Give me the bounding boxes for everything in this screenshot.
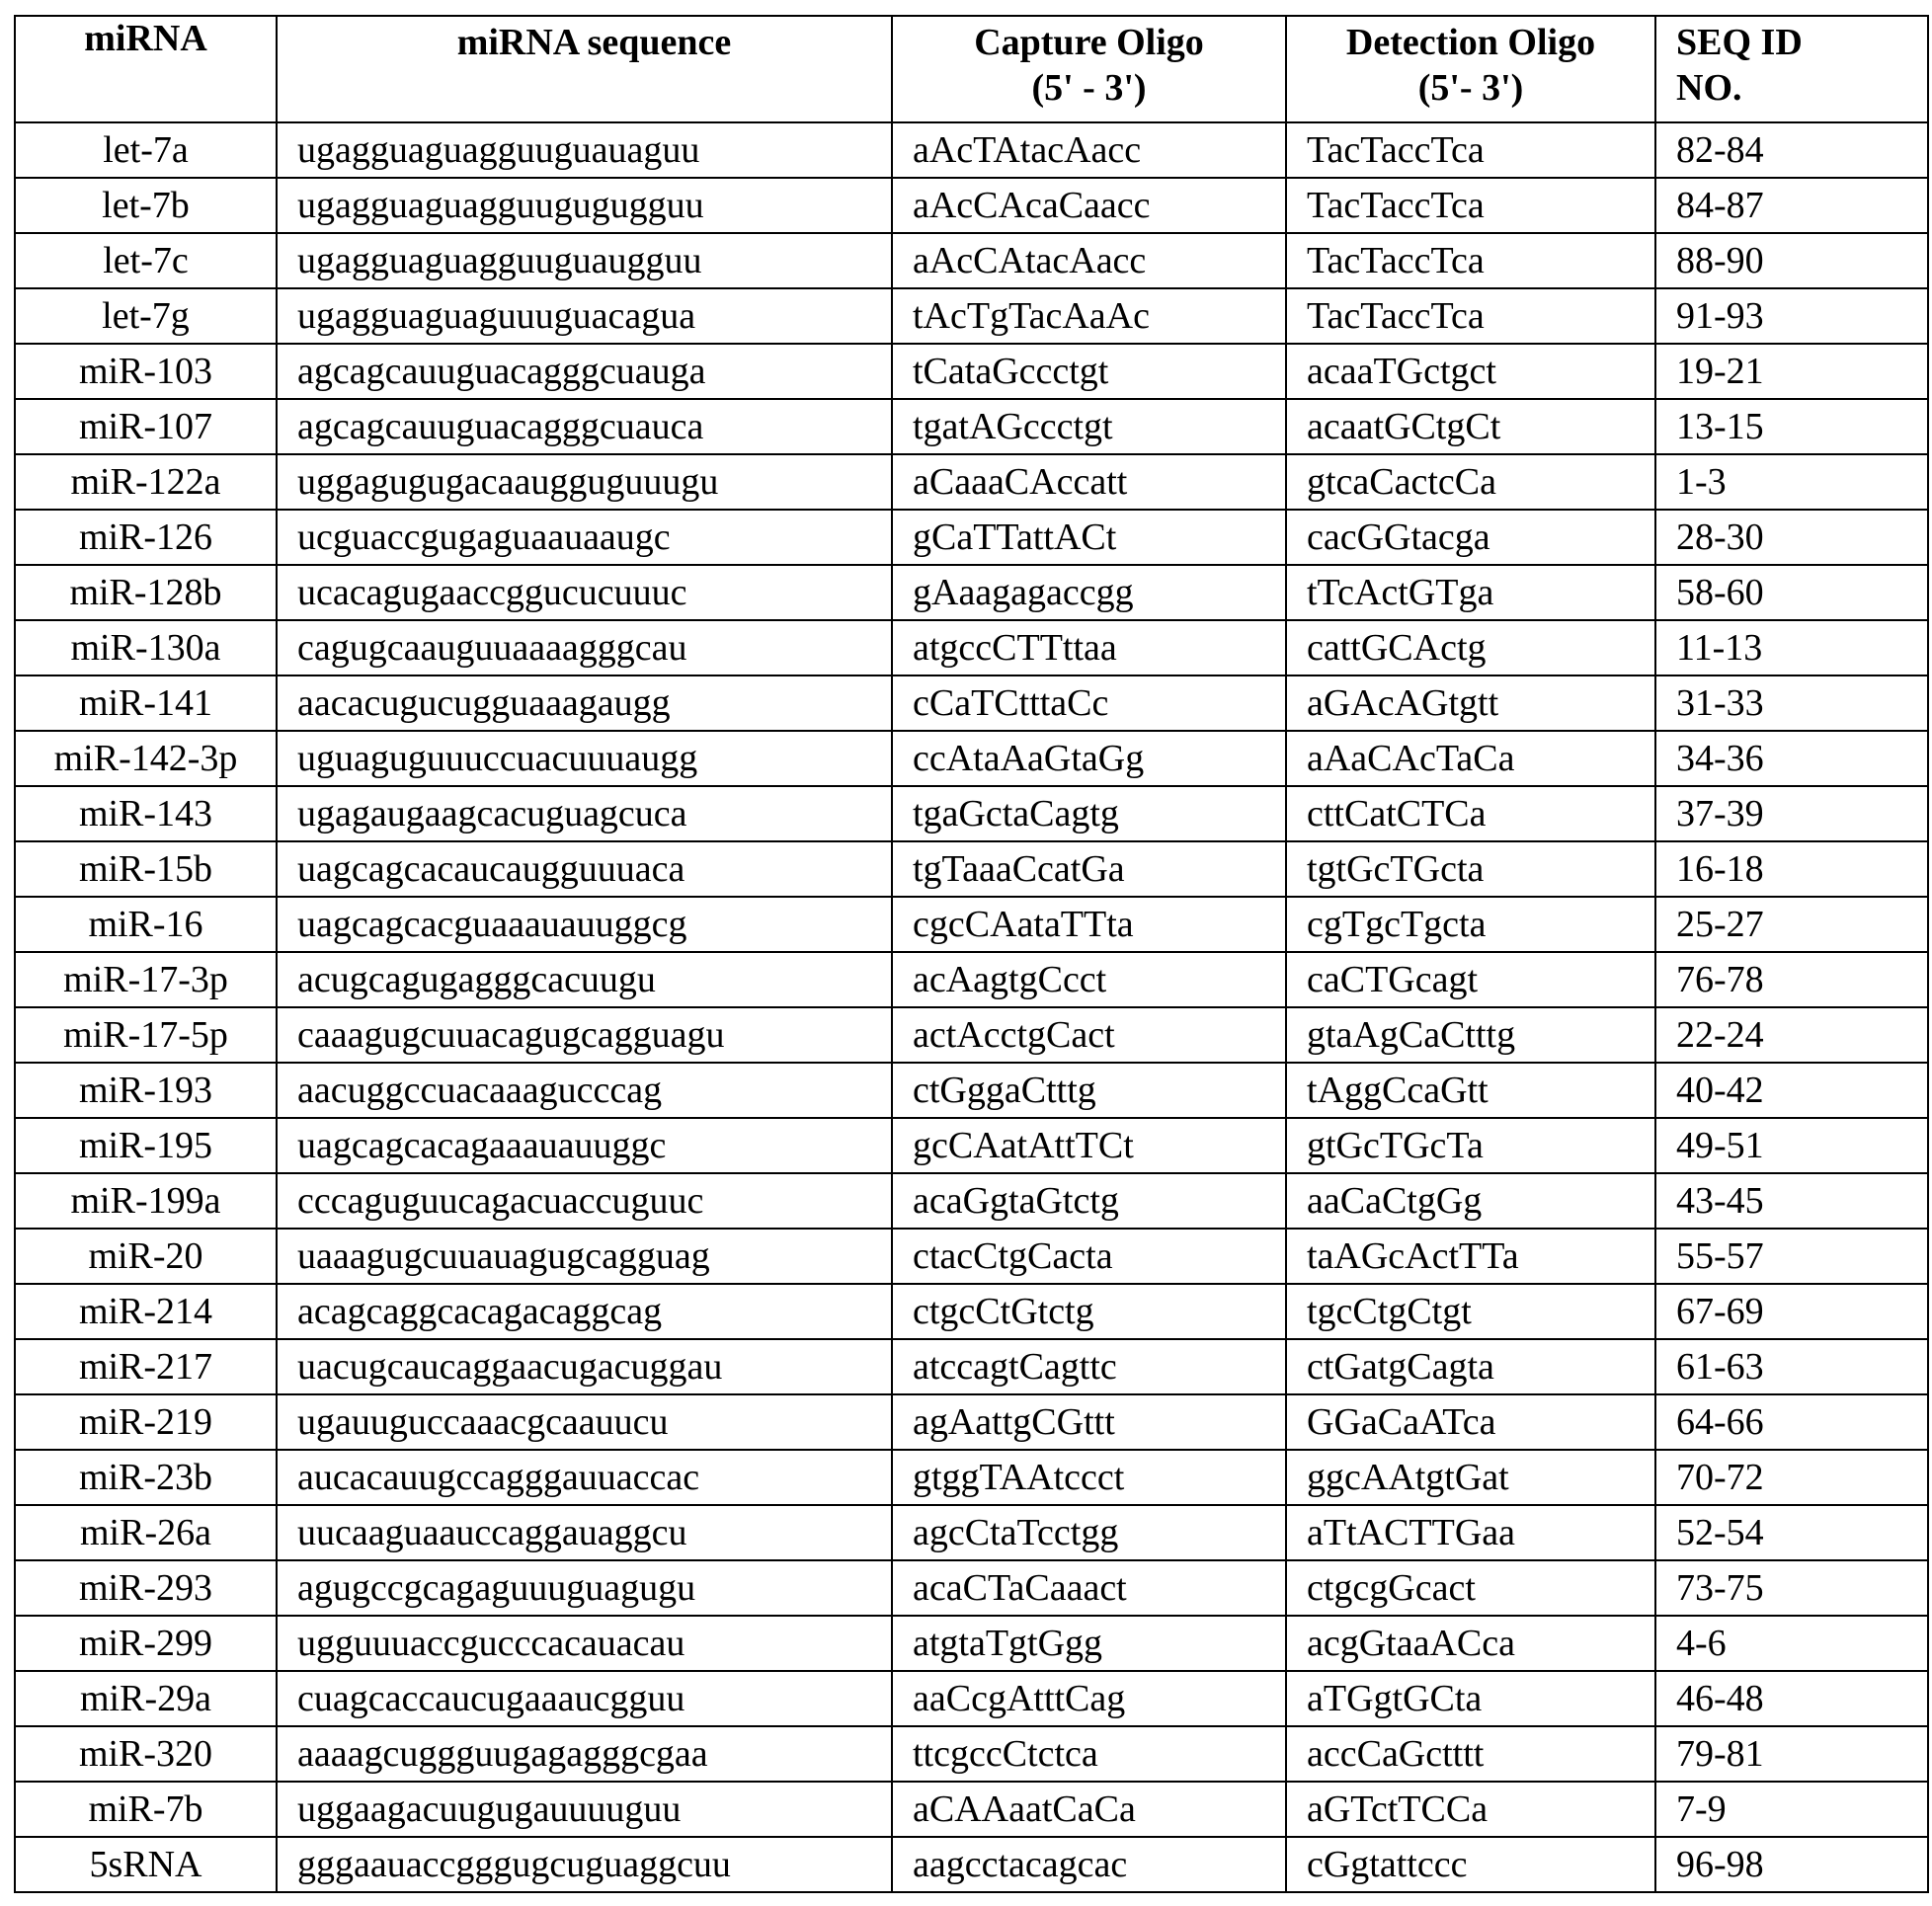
table-row [15, 1394, 1928, 1450]
cell-mirna: miR-299 [15, 1616, 277, 1671]
cell-seq-id-no: 13-15 [1655, 399, 1928, 454]
cell-mirna-sequence: ucacagugaaccggucucuuuc [277, 565, 892, 620]
cell-mirna-sequence: aacuggccuacaaagucccag [277, 1063, 892, 1118]
cell-detection-oligo: aGAcAGtgtt [1286, 675, 1655, 731]
cell-capture-oligo: gcCAatAttTCt [892, 1118, 1286, 1173]
cell-mirna-sequence: caaagugcuuacagugcagguagu [277, 1007, 892, 1063]
cell-mirna-sequence: agcagcauuguacagggcuauca [277, 399, 892, 454]
cell-capture-oligo: atccagtCagttc [892, 1339, 1286, 1394]
cell-mirna-sequence: uagcagcacaucaugguuuaca [277, 841, 892, 897]
cell-mirna: miR-23b [15, 1450, 277, 1505]
cell-mirna: miR-16 [15, 897, 277, 952]
table-row [15, 1616, 1928, 1671]
cell-seq-id-no: 4-6 [1655, 1616, 1928, 1671]
cell-seq-id-no: 64-66 [1655, 1394, 1928, 1450]
cell-mirna: miR-130a [15, 620, 277, 675]
cell-mirna: miR-17-3p [15, 952, 277, 1007]
cell-capture-oligo: aAcCAtacAacc [892, 233, 1286, 288]
cell-seq-id-no: 52-54 [1655, 1505, 1928, 1560]
cell-mirna-sequence: cuagcaccaucugaaaucgguu [277, 1671, 892, 1726]
cell-mirna: miR-126 [15, 510, 277, 565]
cell-capture-oligo: aagcctacagcac [892, 1837, 1286, 1892]
header-label-line2: (5'- 3') [1287, 66, 1654, 112]
cell-seq-id-no: 76-78 [1655, 952, 1928, 1007]
table-row [15, 122, 1928, 178]
cell-capture-oligo: gtggTAAtccct [892, 1450, 1286, 1505]
cell-detection-oligo: aAaCAcTaCa [1286, 731, 1655, 786]
cell-seq-id-no: 16-18 [1655, 841, 1928, 897]
table-row [15, 1837, 1928, 1892]
table-row [15, 1505, 1928, 1560]
cell-seq-id-no: 25-27 [1655, 897, 1928, 952]
cell-mirna: miR-199a [15, 1173, 277, 1229]
cell-mirna: miR-107 [15, 399, 277, 454]
header-label-line1: Capture Oligo [893, 21, 1285, 66]
cell-mirna-sequence: acagcaggcacagacaggcag [277, 1284, 892, 1339]
cell-detection-oligo: cgTgcTgcta [1286, 897, 1655, 952]
cell-detection-oligo: aTtACTTGaa [1286, 1505, 1655, 1560]
table-row [15, 1118, 1928, 1173]
cell-detection-oligo: gtGcTGcTa [1286, 1118, 1655, 1173]
table-row [15, 510, 1928, 565]
cell-capture-oligo: actAcctgCact [892, 1007, 1286, 1063]
header-label-line1: Detection Oligo [1287, 21, 1654, 66]
cell-capture-oligo: cgcCAataTTta [892, 897, 1286, 952]
cell-seq-id-no: 22-24 [1655, 1007, 1928, 1063]
table-row [15, 178, 1928, 233]
table-row [15, 399, 1928, 454]
cell-detection-oligo: gtaAgCaCtttg [1286, 1007, 1655, 1063]
cell-detection-oligo: acgGtaaACca [1286, 1616, 1655, 1671]
cell-seq-id-no: 11-13 [1655, 620, 1928, 675]
cell-detection-oligo: acaatGCtgCt [1286, 399, 1655, 454]
table-row [15, 1284, 1928, 1339]
cell-mirna: miR-103 [15, 344, 277, 399]
table-row [15, 952, 1928, 1007]
cell-capture-oligo: tgTaaaCcatGa [892, 841, 1286, 897]
table-row [15, 731, 1928, 786]
cell-capture-oligo: ttcgccCtctca [892, 1726, 1286, 1782]
cell-mirna-sequence: uggaagacuugugauuuuguu [277, 1782, 892, 1837]
cell-mirna-sequence: aaaagcuggguugagagggcgaa [277, 1726, 892, 1782]
cell-mirna: miR-320 [15, 1726, 277, 1782]
cell-detection-oligo: cGgtattccc [1286, 1837, 1655, 1892]
cell-detection-oligo: ctGatgCagta [1286, 1339, 1655, 1394]
cell-mirna-sequence: agcagcauuguacagggcuauga [277, 344, 892, 399]
cell-detection-oligo: taAGcActTTa [1286, 1229, 1655, 1284]
cell-mirna-sequence: uacugcaucaggaacugacuggau [277, 1339, 892, 1394]
table-row [15, 1173, 1928, 1229]
cell-seq-id-no: 70-72 [1655, 1450, 1928, 1505]
table-row [15, 786, 1928, 841]
cell-mirna-sequence: ugagguaguagguuguaugguu [277, 233, 892, 288]
table-row [15, 1671, 1928, 1726]
cell-mirna: miR-15b [15, 841, 277, 897]
cell-seq-id-no: 84-87 [1655, 178, 1928, 233]
table-row [15, 1726, 1928, 1782]
cell-capture-oligo: acaGgtaGtctg [892, 1173, 1286, 1229]
cell-mirna-sequence: ugauuguccaaacgcaauucu [277, 1394, 892, 1450]
cell-capture-oligo: agcCtaTcctgg [892, 1505, 1286, 1560]
cell-mirna-sequence: acugcagugagggcacuugu [277, 952, 892, 1007]
cell-seq-id-no: 19-21 [1655, 344, 1928, 399]
cell-mirna-sequence: aucacauugccagggauuaccac [277, 1450, 892, 1505]
cell-mirna: miR-20 [15, 1229, 277, 1284]
table-row [15, 288, 1928, 344]
table-row [15, 675, 1928, 731]
cell-mirna: let-7a [15, 122, 277, 178]
cell-seq-id-no: 67-69 [1655, 1284, 1928, 1339]
header-label-line2: (5' - 3') [893, 66, 1285, 112]
cell-detection-oligo: TacTaccTca [1286, 288, 1655, 344]
cell-mirna-sequence: ugagguaguaguuuguacagua [277, 288, 892, 344]
cell-seq-id-no: 46-48 [1655, 1671, 1928, 1726]
cell-mirna-sequence: cagugcaauguuaaaagggcau [277, 620, 892, 675]
cell-mirna-sequence: ugguuuaccgucccacauacau [277, 1616, 892, 1671]
table-row [15, 1229, 1928, 1284]
cell-capture-oligo: aCaaaCAccatt [892, 454, 1286, 510]
cell-mirna-sequence: ugagguaguagguugugugguu [277, 178, 892, 233]
cell-mirna: miR-29a [15, 1671, 277, 1726]
cell-detection-oligo: ggcAAtgtGat [1286, 1450, 1655, 1505]
cell-capture-oligo: gAaagagaccgg [892, 565, 1286, 620]
cell-capture-oligo: ctGggaCtttg [892, 1063, 1286, 1118]
cell-seq-id-no: 91-93 [1655, 288, 1928, 344]
cell-seq-id-no: 61-63 [1655, 1339, 1928, 1394]
cell-detection-oligo: cattGCActg [1286, 620, 1655, 675]
cell-detection-oligo: TacTaccTca [1286, 233, 1655, 288]
cell-mirna: let-7g [15, 288, 277, 344]
cell-seq-id-no: 58-60 [1655, 565, 1928, 620]
cell-capture-oligo: tCataGccctgt [892, 344, 1286, 399]
cell-capture-oligo: cCaTCtttaCc [892, 675, 1286, 731]
cell-mirna: miR-219 [15, 1394, 277, 1450]
cell-mirna-sequence: ugagguaguagguuguauaguu [277, 122, 892, 178]
cell-seq-id-no: 55-57 [1655, 1229, 1928, 1284]
cell-mirna-sequence: uaaagugcuuauagugcagguag [277, 1229, 892, 1284]
cell-capture-oligo: aaCcgAtttCag [892, 1671, 1286, 1726]
cell-mirna-sequence: uggagugugacaaugguguuugu [277, 454, 892, 510]
cell-seq-id-no: 40-42 [1655, 1063, 1928, 1118]
cell-detection-oligo: TacTaccTca [1286, 178, 1655, 233]
cell-mirna: miR-293 [15, 1560, 277, 1616]
table-row [15, 841, 1928, 897]
cell-mirna: miR-143 [15, 786, 277, 841]
cell-detection-oligo: GGaCaATca [1286, 1394, 1655, 1450]
cell-capture-oligo: tAcTgTacAaAc [892, 288, 1286, 344]
cell-capture-oligo: atgccCTTttaa [892, 620, 1286, 675]
cell-mirna: miR-217 [15, 1339, 277, 1394]
table-row [15, 1560, 1928, 1616]
table-row [15, 620, 1928, 675]
cell-detection-oligo: accCaGctttt [1286, 1726, 1655, 1782]
cell-mirna: miR-128b [15, 565, 277, 620]
header-mirna-sequence [277, 16, 892, 122]
cell-detection-oligo: tgtGcTGcta [1286, 841, 1655, 897]
cell-seq-id-no: 49-51 [1655, 1118, 1928, 1173]
cell-mirna-sequence: uagcagcacguaaauauuggcg [277, 897, 892, 952]
cell-detection-oligo: ctgcgGcact [1286, 1560, 1655, 1616]
cell-seq-id-no: 34-36 [1655, 731, 1928, 786]
cell-capture-oligo: ccAtaAaGtaGg [892, 731, 1286, 786]
cell-seq-id-no: 7-9 [1655, 1782, 1928, 1837]
cell-detection-oligo: aGTctTCCa [1286, 1782, 1655, 1837]
cell-mirna: miR-7b [15, 1782, 277, 1837]
cell-seq-id-no: 28-30 [1655, 510, 1928, 565]
cell-detection-oligo: acaaTGctgct [1286, 344, 1655, 399]
cell-mirna: 5sRNA [15, 1837, 277, 1892]
table-row [15, 1782, 1928, 1837]
cell-seq-id-no: 37-39 [1655, 786, 1928, 841]
cell-detection-oligo: TacTaccTca [1286, 122, 1655, 178]
header-label-line2: NO. [1676, 66, 1927, 112]
cell-capture-oligo: ctacCtgCacta [892, 1229, 1286, 1284]
cell-capture-oligo: acaCTaCaaact [892, 1560, 1286, 1616]
cell-mirna-sequence: gggaauaccgggugcuguaggcuu [277, 1837, 892, 1892]
cell-detection-oligo: tgcCtgCtgt [1286, 1284, 1655, 1339]
table-row [15, 233, 1928, 288]
table-row [15, 454, 1928, 510]
table-row [15, 1063, 1928, 1118]
table-row [15, 1450, 1928, 1505]
cell-capture-oligo: acAagtgCcct [892, 952, 1286, 1007]
cell-mirna-sequence: cccaguguucagacuaccuguuc [277, 1173, 892, 1229]
header-label-line1: SEQ ID [1676, 21, 1927, 66]
cell-seq-id-no: 82-84 [1655, 122, 1928, 178]
mirna-oligo-table [14, 15, 1929, 1893]
cell-mirna: miR-193 [15, 1063, 277, 1118]
cell-seq-id-no: 73-75 [1655, 1560, 1928, 1616]
cell-detection-oligo: aaCaCtgGg [1286, 1173, 1655, 1229]
cell-mirna: miR-122a [15, 454, 277, 510]
cell-mirna: miR-142-3p [15, 731, 277, 786]
cell-detection-oligo: aTGgtGCta [1286, 1671, 1655, 1726]
cell-detection-oligo: caCTGcagt [1286, 952, 1655, 1007]
cell-detection-oligo: tAggCcaGtt [1286, 1063, 1655, 1118]
cell-seq-id-no: 43-45 [1655, 1173, 1928, 1229]
header-detection-oligo [1286, 16, 1655, 122]
cell-mirna-sequence: ucguaccgugaguaauaaugc [277, 510, 892, 565]
table-row [15, 1007, 1928, 1063]
cell-capture-oligo: tgatAGccctgt [892, 399, 1286, 454]
cell-mirna: let-7c [15, 233, 277, 288]
cell-capture-oligo: ctgcCtGtctg [892, 1284, 1286, 1339]
table-row [15, 1339, 1928, 1394]
cell-seq-id-no: 79-81 [1655, 1726, 1928, 1782]
cell-mirna-sequence: uucaaguaauccaggauaggcu [277, 1505, 892, 1560]
cell-mirna-sequence: ugagaugaagcacuguagcuca [277, 786, 892, 841]
table-row [15, 565, 1928, 620]
cell-mirna: miR-214 [15, 1284, 277, 1339]
cell-detection-oligo: cacGGtacga [1286, 510, 1655, 565]
cell-capture-oligo: gCaTTattACt [892, 510, 1286, 565]
header-seq-id-no [1655, 16, 1928, 122]
header-mirna [15, 16, 277, 122]
cell-mirna: miR-141 [15, 675, 277, 731]
cell-seq-id-no: 88-90 [1655, 233, 1928, 288]
cell-capture-oligo: aCAAaatCaCa [892, 1782, 1286, 1837]
cell-mirna-sequence: agugccgcagaguuuguagugu [277, 1560, 892, 1616]
cell-seq-id-no: 1-3 [1655, 454, 1928, 510]
header-capture-oligo [892, 16, 1286, 122]
header-label-line1: miRNA sequence [297, 21, 891, 66]
table-row [15, 897, 1928, 952]
table-body [15, 122, 1928, 1892]
table-row [15, 344, 1928, 399]
cell-mirna-sequence: aacacugucugguaaagaugg [277, 675, 892, 731]
cell-mirna-sequence: uguaguguuuccuacuuuaugg [277, 731, 892, 786]
cell-capture-oligo: tgaGctaCagtg [892, 786, 1286, 841]
cell-seq-id-no: 31-33 [1655, 675, 1928, 731]
cell-mirna-sequence: uagcagcacagaaauauuggc [277, 1118, 892, 1173]
cell-capture-oligo: aAcCAcaCaacc [892, 178, 1286, 233]
cell-capture-oligo: agAattgCGttt [892, 1394, 1286, 1450]
cell-seq-id-no: 96-98 [1655, 1837, 1928, 1892]
header-row [15, 16, 1928, 122]
cell-mirna: let-7b [15, 178, 277, 233]
cell-detection-oligo: tTcActGTga [1286, 565, 1655, 620]
cell-mirna: miR-17-5p [15, 1007, 277, 1063]
cell-mirna: miR-26a [15, 1505, 277, 1560]
cell-mirna: miR-195 [15, 1118, 277, 1173]
cell-detection-oligo: gtcaCactcCa [1286, 454, 1655, 510]
header-label-line1: miRNA [16, 17, 276, 62]
cell-capture-oligo: aAcTAtacAacc [892, 122, 1286, 178]
cell-detection-oligo: cttCatCTCa [1286, 786, 1655, 841]
cell-capture-oligo: atgtaTgtGgg [892, 1616, 1286, 1671]
